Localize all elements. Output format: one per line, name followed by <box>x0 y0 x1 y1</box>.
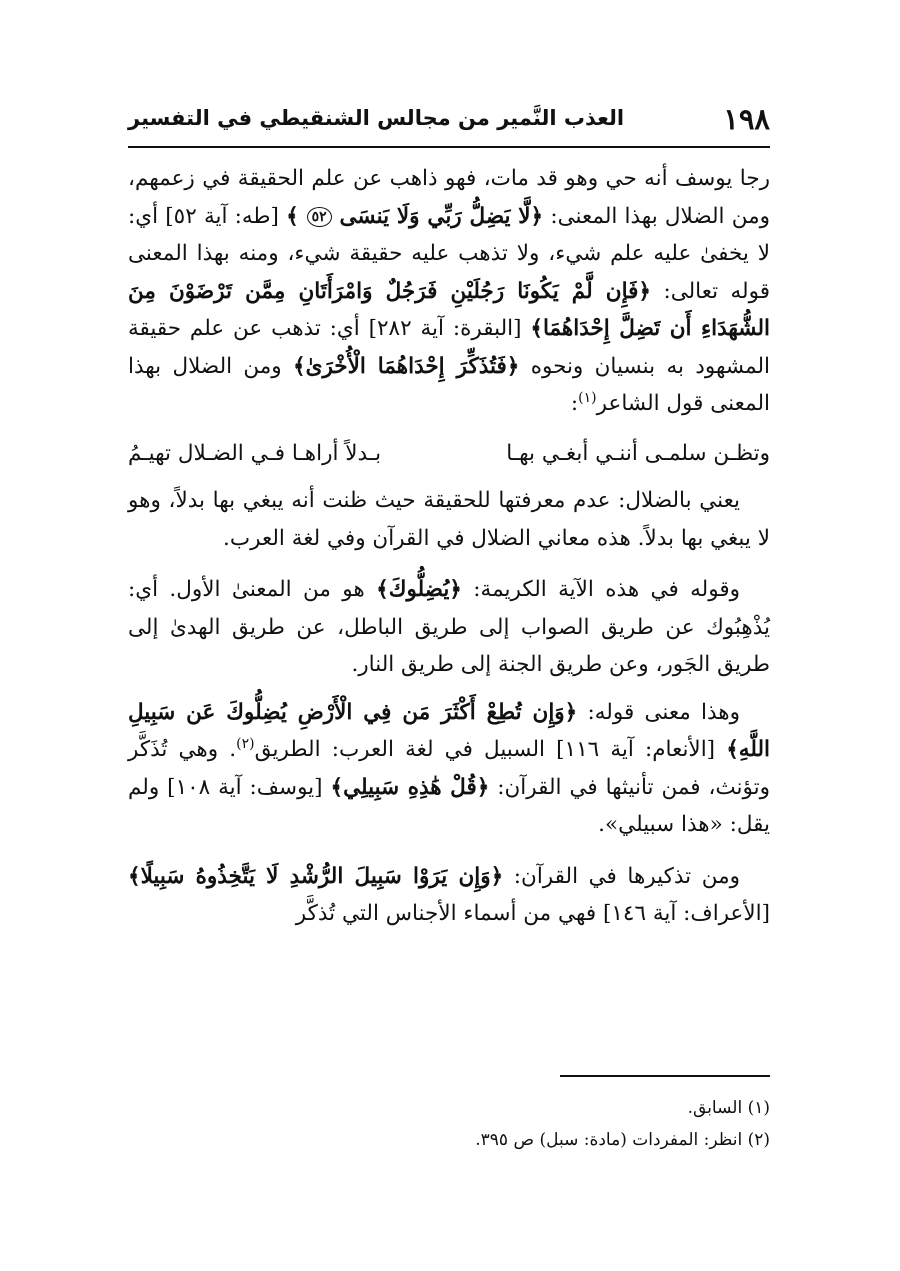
footnote-ref-2[interactable]: (٢) <box>236 735 255 752</box>
paragraph-3 <box>128 571 770 684</box>
header-rule <box>128 146 770 148</box>
footnote-ref-1[interactable]: (١) <box>578 389 597 406</box>
quran-verse-araf-146: ﴿وَإِن يَرَوْا سَبِيلَ الرُّشْدِ لَا يَتَّخِذُوهُ سَبِيلًا﴾ <box>128 863 504 889</box>
p1-text-3: [البقرة: آية ٢٨٢] أي: تذهب عن علم حقيقة المشهود به بنسيان ونحوه <box>128 316 771 379</box>
paragraph-5 <box>128 858 770 933</box>
p1-text-4: ومن الضلال بهذا المعنى قول الشاعر <box>128 353 770 416</box>
ayah-number-marker: ٥٢ <box>307 207 332 227</box>
p5-text-2: [الأعراف: آية ١٤٦] فهي من أسماء الأجناس التي تُذكَّر <box>295 901 770 926</box>
running-title: العذب النَّمير من مجالس الشنقيطي في التفسير <box>128 106 625 130</box>
footnotes <box>128 1092 770 1156</box>
p3-text-2: هو من المعنىٰ الأول. أي: يُذْهِبُوك عن طريق الصواب إلى طريق الباطل، عن طريق الهدىٰ إلى طريق الجَور، وعن طريق الجنة إلى طريق النار. <box>128 577 770 677</box>
p4-text-2: [الأنعام: آية ١١٦] السبيل في لغة العرب: الطريق <box>254 737 727 762</box>
p1-text-1: رجا يوسف أنه حي وهو قد مات، فهو ذاهب عن علم الحقيقة في زعمهم، ومن الضلال بهذا المعنى: <box>128 166 770 229</box>
quran-verse-baqara-282b: ﴿فَتُذَكِّرَ إِحْدَاهُمَا الْأُخْرَىٰ﴾ <box>293 353 520 379</box>
footnote-rule <box>560 1075 770 1077</box>
p5-text-1: ومن تذكيرها في القرآن: <box>503 863 740 889</box>
p3-text-1: وقوله في هذه الآية الكريمة: <box>461 577 740 602</box>
p1-text-2: [طه: آية ٥٢] أي: لا يخفىٰ عليه علم شيء، ولا تذهب عليه حقيقة شيء، ومنه بهذا المعنى قوله تعالى: <box>128 203 770 304</box>
quran-word-yudillooka: ﴿يُضِلُّوكَ﴾ <box>376 577 462 602</box>
quran-verse-anam-116: ﴿وَإِن تُطِعْ أَكْثَرَ مَن فِي الْأَرْضِ يُضِلُّوكَ عَن سَبِيلِ اللَّهِ﴾ <box>128 699 770 762</box>
p4-text-3: . وهي تُذَكَّر وتؤنث، فمن تأنيثها في القرآن: <box>128 737 770 800</box>
paragraph-4 <box>128 694 770 844</box>
quran-verse-yusuf-108: ﴿قُلْ هَٰذِهِ سَبِيلِي﴾ <box>330 774 490 800</box>
quran-verse-baqara-282: ﴿فَإِن لَّمْ يَكُونَا رَجُلَيْنِ فَرَجُلٌ وَامْرَأَتَانِ مِمَّن تَرْضَوْنَ مِنَ الشُّهَدَاءِ أَن تَضِلَّ إِحْدَاهُمَا﴾ <box>128 278 770 341</box>
footnote-1: (١) السابق. <box>687 1098 770 1118</box>
footnote-2: (٢) انظر: المفردات (مادة: سبل) ص ٣٩٥. <box>475 1130 770 1150</box>
main-text <box>128 160 770 933</box>
p4-text-1: وهذا معنى قوله: <box>577 699 741 725</box>
p4-text-4: [يوسف: آية ١٠٨] ولم يقل: «هذا سبيلي». <box>128 774 770 837</box>
quran-verse-taha-52: ﴿لَّا يَضِلُّ رَبِّي وَلَا يَنسَى ٥٢ ﴾ <box>286 203 544 229</box>
poem-hemistich-1: وتظـن سلمـى أننـي أبغـي بهـا <box>506 440 770 466</box>
paragraph-2: يعني بالضلال: عدم معرفتها للحقيقة حيث ظنت أنه يبغي بها بدلاً، وهو لا يبغي بها بدلاً. هذه معاني الضلال في القرآن وفي لغة العرب. <box>128 488 770 551</box>
poem-hemistich-2: بـدلاً أراهـا فـي الضـلال تهيـمُ <box>128 440 382 466</box>
p1-text-5: : <box>570 391 579 416</box>
poem-verse <box>128 435 770 473</box>
paragraph-1 <box>128 160 770 423</box>
page-number: ١٩٨ <box>723 102 770 136</box>
page-header <box>128 100 770 146</box>
